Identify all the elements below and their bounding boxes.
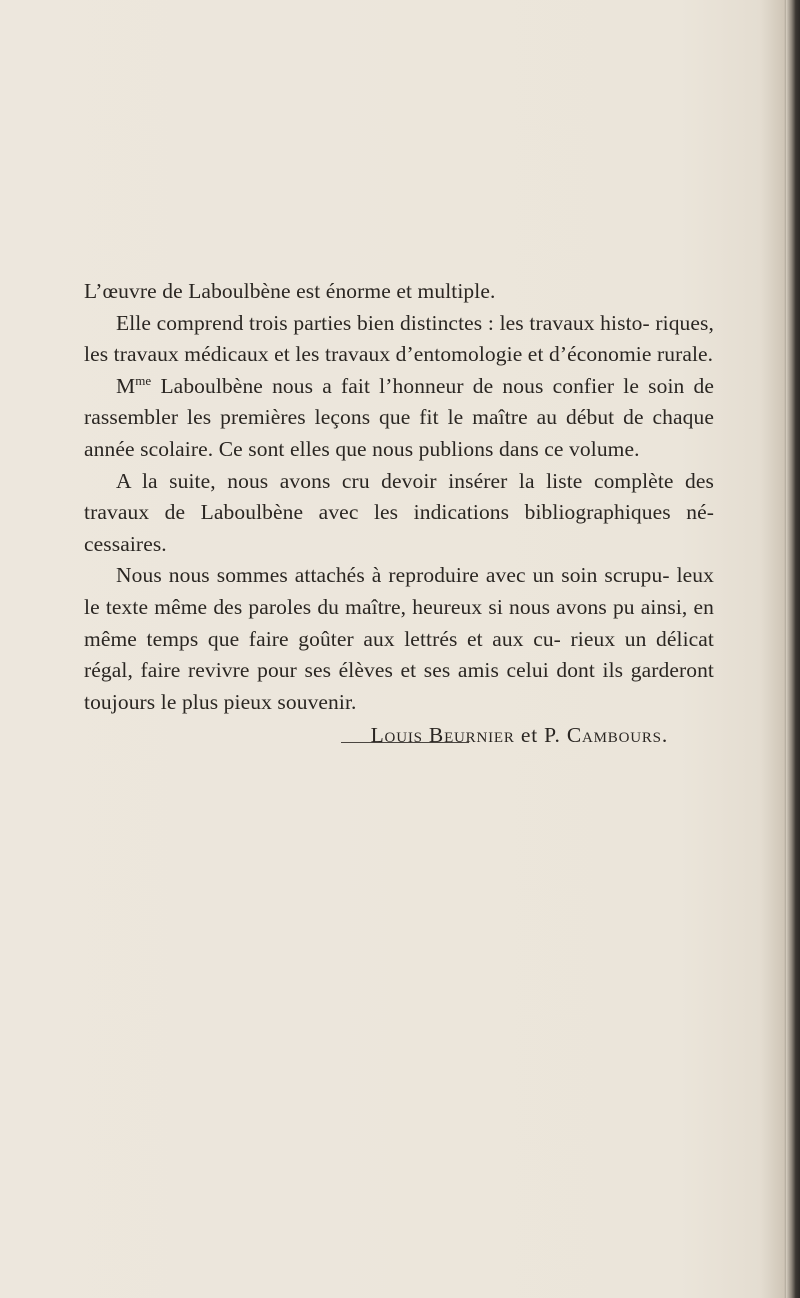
closing-rule <box>341 742 469 743</box>
page-edge-shadow <box>786 0 800 1298</box>
signature-author-2: P. Cambours. <box>544 723 668 748</box>
paragraph-1: L’œuvre de Laboulbène est énorme et multiple. <box>84 279 496 303</box>
madame-superscript: me <box>135 372 152 388</box>
preface-text <box>84 276 714 752</box>
signature-author-1: Louis Beurnier <box>370 723 515 748</box>
paragraph-2: Elle comprend trois parties bien distinctes : les travaux histo- riques, les travaux médicaux et les travaux d’entomologie et d’économie rurale. <box>84 310 714 367</box>
paragraph-5: Nous nous sommes attachés à reproduire avec un soin scrupu- leux le texte même des paroles du maître, heureux si nous avons pu ainsi, en même temps que faire goûter aux lettrés et aux cu- rieux un délicat régal, faire revivre pour ses élèves et ses amis celui dont ils garderont toujours le plus pieux souvenir. <box>84 563 714 714</box>
madame-prefix: M <box>116 373 136 398</box>
signature <box>84 720 714 752</box>
paragraph-4: A la suite, nous avons cru devoir insérer la liste complète des travaux de Laboulbène avec les indications bibliographiques né- cessaires. <box>84 468 714 556</box>
signature-conjunction: et <box>520 723 538 748</box>
paragraph-3 <box>84 371 714 466</box>
paragraph-3-text: Laboulbène nous a fait l’honneur de nous confier le soin de rassembler les premières leçons que fit le maître au début de chaque année scolaire. Ce sont elles que nous publions dans ce volume. <box>84 373 714 461</box>
